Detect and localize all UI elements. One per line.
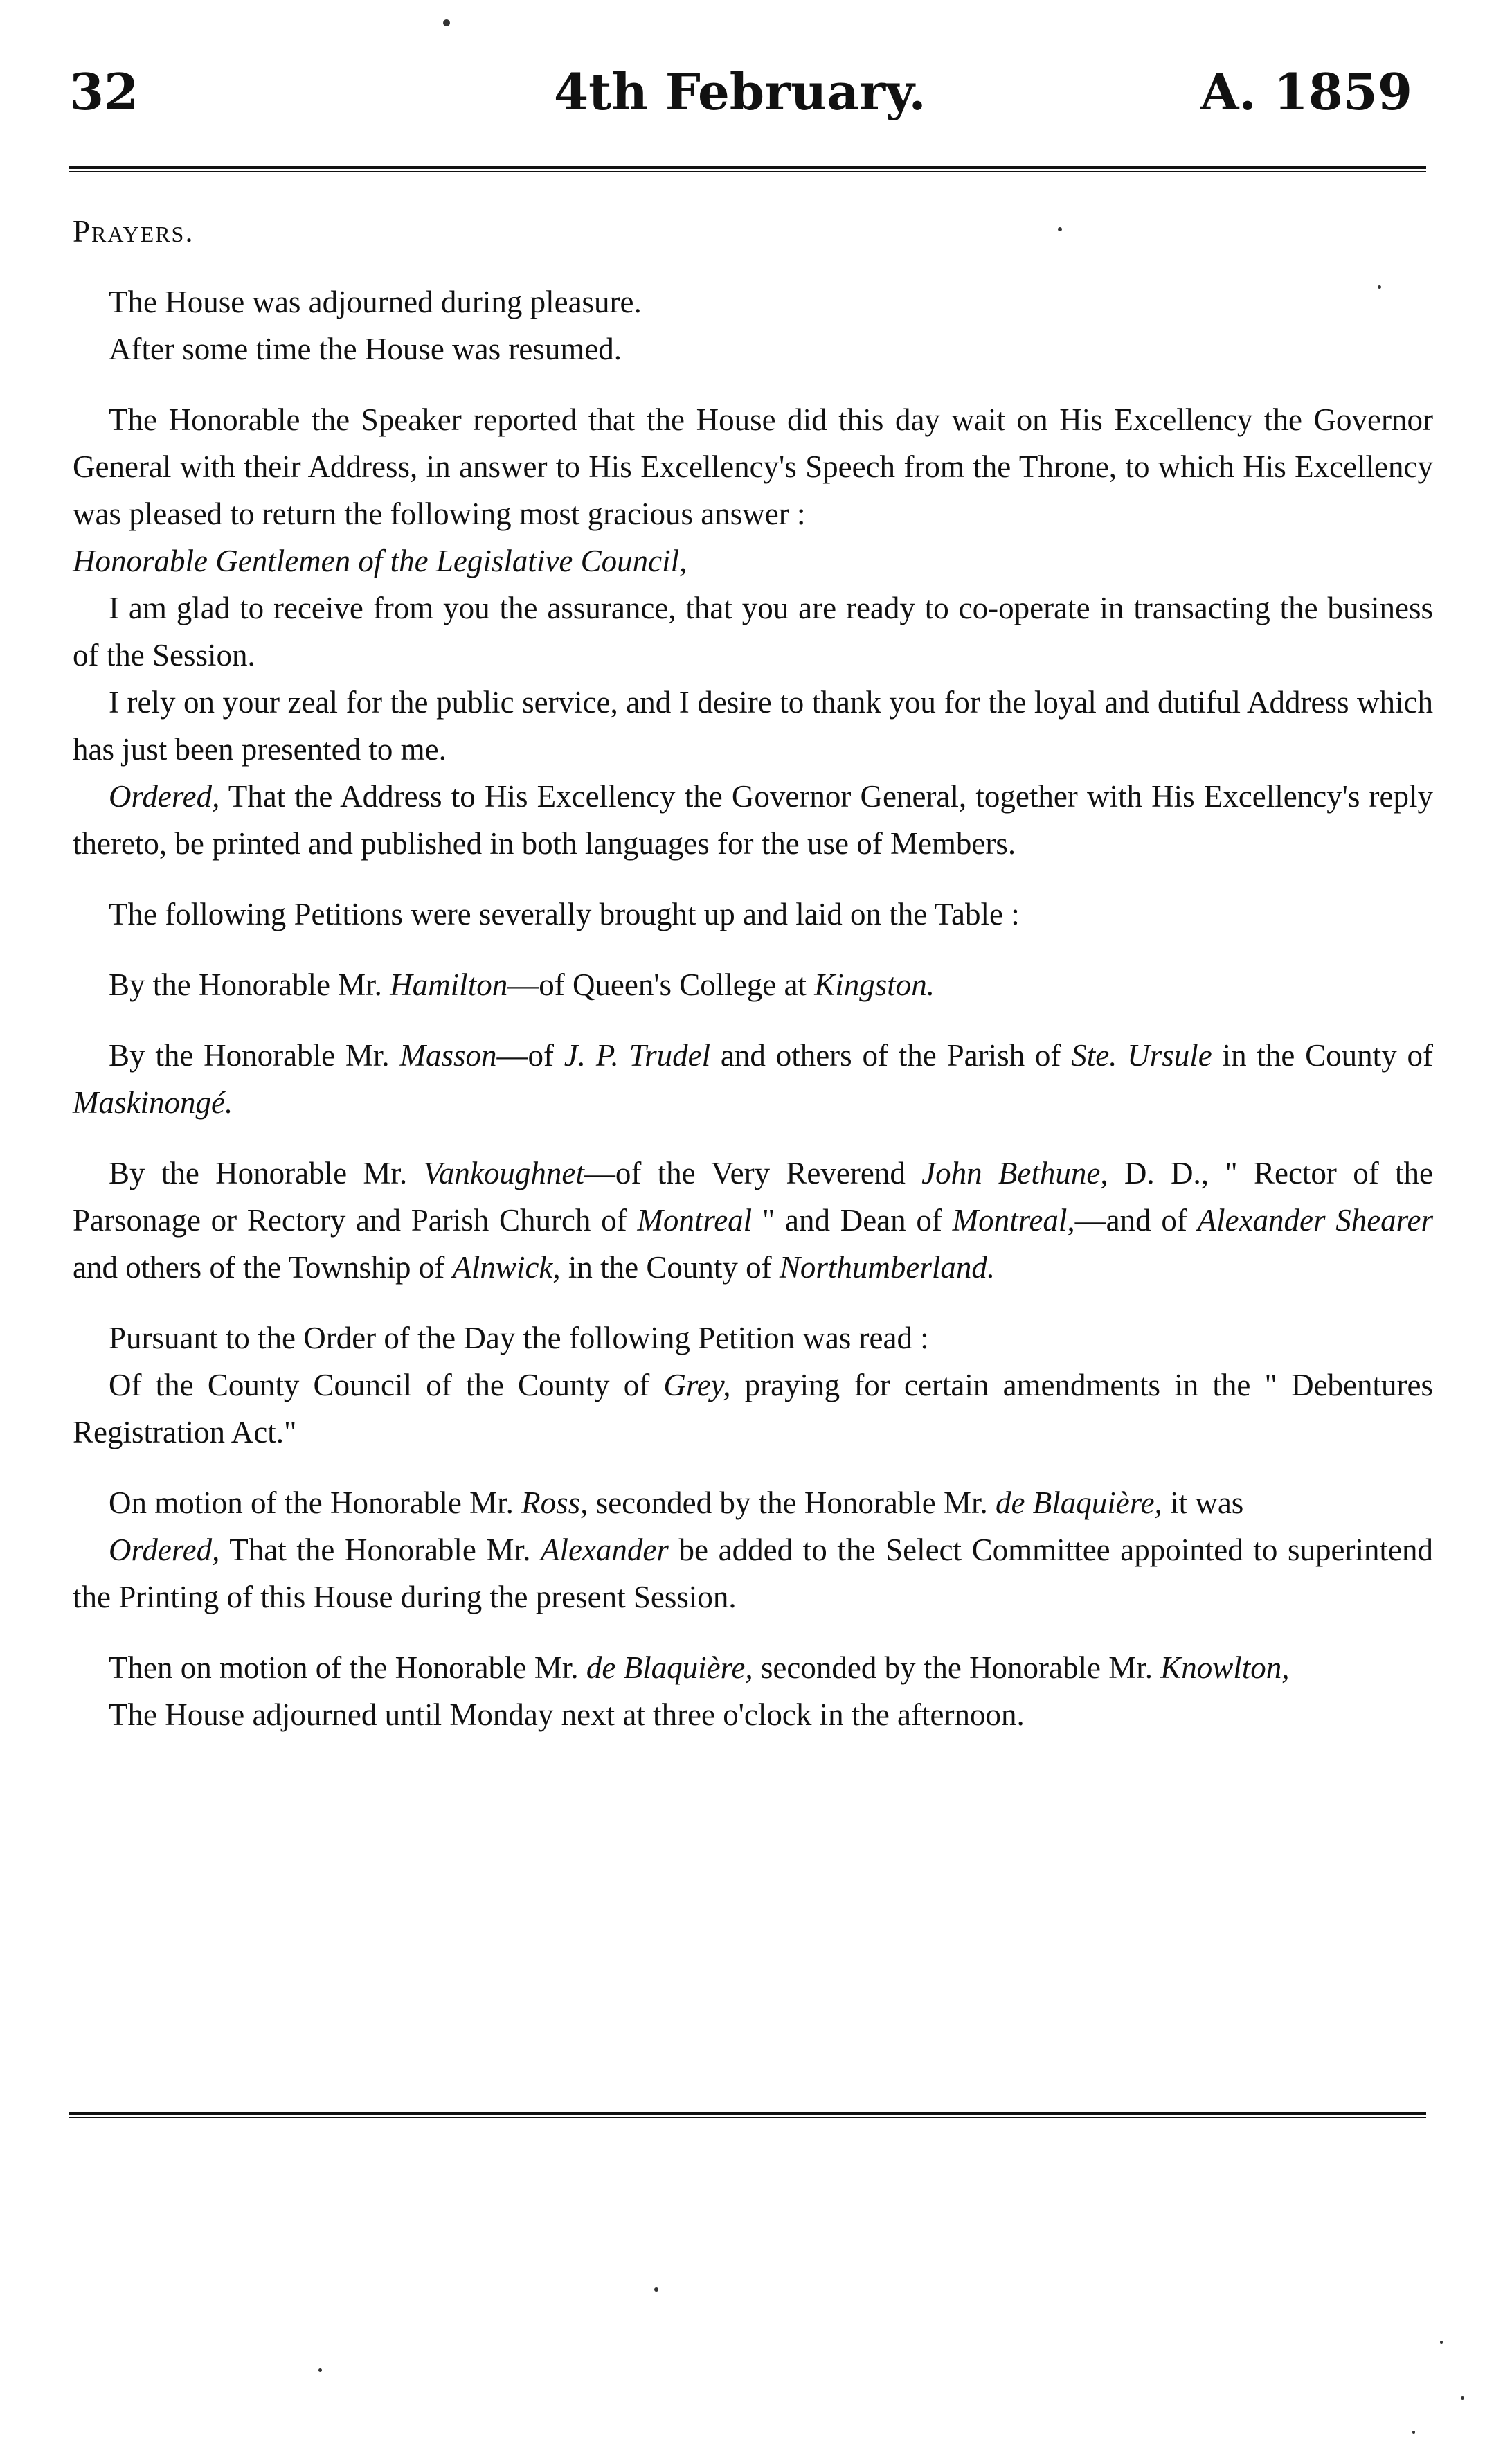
place-name: Maskinongé. xyxy=(73,1085,233,1120)
page-date: 4th February. xyxy=(554,62,926,121)
petition-text: and others of the Parish of xyxy=(710,1038,1072,1073)
place-name: Montreal, xyxy=(952,1203,1075,1238)
petition-text: —and of xyxy=(1074,1203,1198,1238)
paragraph-resumed: After some time the House was resumed. xyxy=(109,332,622,366)
scan-speck xyxy=(654,2287,658,2292)
page-year: A. 1859 xyxy=(1200,62,1412,121)
bottom-rule xyxy=(69,2112,1426,2118)
petition-text: in the County of xyxy=(560,1250,780,1285)
scan-speck xyxy=(1440,2341,1443,2344)
member-name: Masson xyxy=(399,1038,497,1073)
journal-body xyxy=(73,208,1433,1738)
paragraph-governor-reply-1: I am glad to receive from you the assurance, that you are ready to co-operate in transacting the business of the Session. xyxy=(73,591,1433,672)
paragraph-adjourned: The House was adjourned during pleasure. xyxy=(109,285,642,319)
petition-text: D. D., " Rector of the Parsonage or Rectory and Parish Church of xyxy=(73,1156,1433,1238)
place-name: Northumberland. xyxy=(779,1250,996,1285)
motion-text: seconded by the Honorable Mr. xyxy=(753,1650,1161,1685)
motion-ross xyxy=(73,1479,1433,1526)
place-name: Montreal xyxy=(637,1203,753,1238)
petition-text: —of Queen's College at xyxy=(507,967,815,1002)
place-name: Kingston. xyxy=(814,967,935,1002)
scan-speck xyxy=(1058,227,1062,231)
scan-speck xyxy=(1461,2396,1464,2400)
motion-text: Then on motion of the Honorable Mr. xyxy=(109,1650,586,1685)
place-name: Alnwick, xyxy=(452,1250,561,1285)
ordered-label: Ordered, xyxy=(109,1533,220,1567)
scan-speck xyxy=(318,2368,322,2372)
salutation: Honorable Gentlemen of the Legislative Council, xyxy=(73,544,687,578)
member-name: Vankoughnet xyxy=(423,1156,584,1190)
ordered-text: That the Address to His Excellency the Governor General, together with His Excellency's reply thereto, be printed and published in both languages for the use of Members. xyxy=(73,779,1433,861)
page-header xyxy=(69,62,1426,139)
petitioner-name: Alexander Shearer xyxy=(1197,1203,1433,1238)
ordered-committee xyxy=(73,1526,1433,1621)
motion-adjourn xyxy=(73,1644,1433,1691)
motion-text: it was xyxy=(1162,1485,1244,1520)
petition-text: and others of the Township of xyxy=(73,1250,453,1285)
petition-text: By the Honorable Mr. xyxy=(109,1038,400,1073)
paragraph-governor-reply-2: I rely on your zeal for the public service, and I desire to thank you for the loyal and dutiful Address which has just been presented to me. xyxy=(73,685,1433,767)
petition-county-grey xyxy=(73,1362,1433,1456)
member-name: Ross, xyxy=(521,1485,588,1520)
petition-hamilton xyxy=(73,961,1433,1008)
top-rule xyxy=(69,166,1426,172)
paragraph-order-of-day: Pursuant to the Order of the Day the following Petition was read : xyxy=(109,1321,929,1355)
paragraph-ordered-print xyxy=(73,773,1433,867)
place-name: Grey, xyxy=(663,1368,731,1402)
petition-text: By the Honorable Mr. xyxy=(109,1156,424,1190)
petition-vankoughnet xyxy=(73,1150,1433,1291)
member-name: de Blaquière, xyxy=(996,1485,1162,1520)
member-name: Hamilton xyxy=(390,967,508,1002)
member-name: de Blaquière, xyxy=(586,1650,753,1685)
paragraph-speaker-report: The Honorable the Speaker reported that the House did this day wait on His Excellency the Governor General with their Address, in answer to His Excellency's Speech from the Throne, to which His Excellency was pleased to return the following most gracious answer : xyxy=(73,402,1433,531)
member-name: Knowlton, xyxy=(1160,1650,1290,1685)
petitioner-name: John Bethune, xyxy=(921,1156,1108,1190)
place-name: Ste. Ursule xyxy=(1071,1038,1212,1073)
paragraph-petitions-intro: The following Petitions were severally brought up and laid on the Table : xyxy=(109,897,1020,931)
petition-text: —of xyxy=(496,1038,564,1073)
petition-text: Of the County Council of the County of xyxy=(109,1368,664,1402)
petition-text: By the Honorable Mr. xyxy=(109,967,390,1002)
petition-text: —of the Very Reverend xyxy=(584,1156,922,1190)
motion-text: On motion of the Honorable Mr. xyxy=(109,1485,522,1520)
prayers-heading: Prayers. xyxy=(73,214,195,249)
petition-text: praying for certain amendments in the " Debentures Registration Act." xyxy=(73,1368,1434,1449)
petition-text: in the County of xyxy=(1212,1038,1433,1073)
scan-speck xyxy=(443,19,450,26)
page-number: 32 xyxy=(69,62,139,121)
petitioner-name: J. P. Trudel xyxy=(564,1038,711,1073)
motion-text: be added to the Select Committee appointed to superintend the Printing of this House during the present Session. xyxy=(73,1533,1433,1614)
paragraph-adjournment: The House adjourned until Monday next at three o'clock in the afternoon. xyxy=(109,1697,1025,1732)
scan-speck xyxy=(1412,2431,1415,2434)
petition-masson xyxy=(73,1032,1433,1126)
member-name: Alexander xyxy=(540,1533,669,1567)
motion-text: seconded by the Honorable Mr. xyxy=(588,1485,996,1520)
ordered-label: Ordered, xyxy=(109,779,220,814)
motion-text: That the Honorable Mr. xyxy=(219,1533,541,1567)
scan-speck xyxy=(1378,285,1381,289)
petition-text: " and Dean of xyxy=(752,1203,953,1238)
